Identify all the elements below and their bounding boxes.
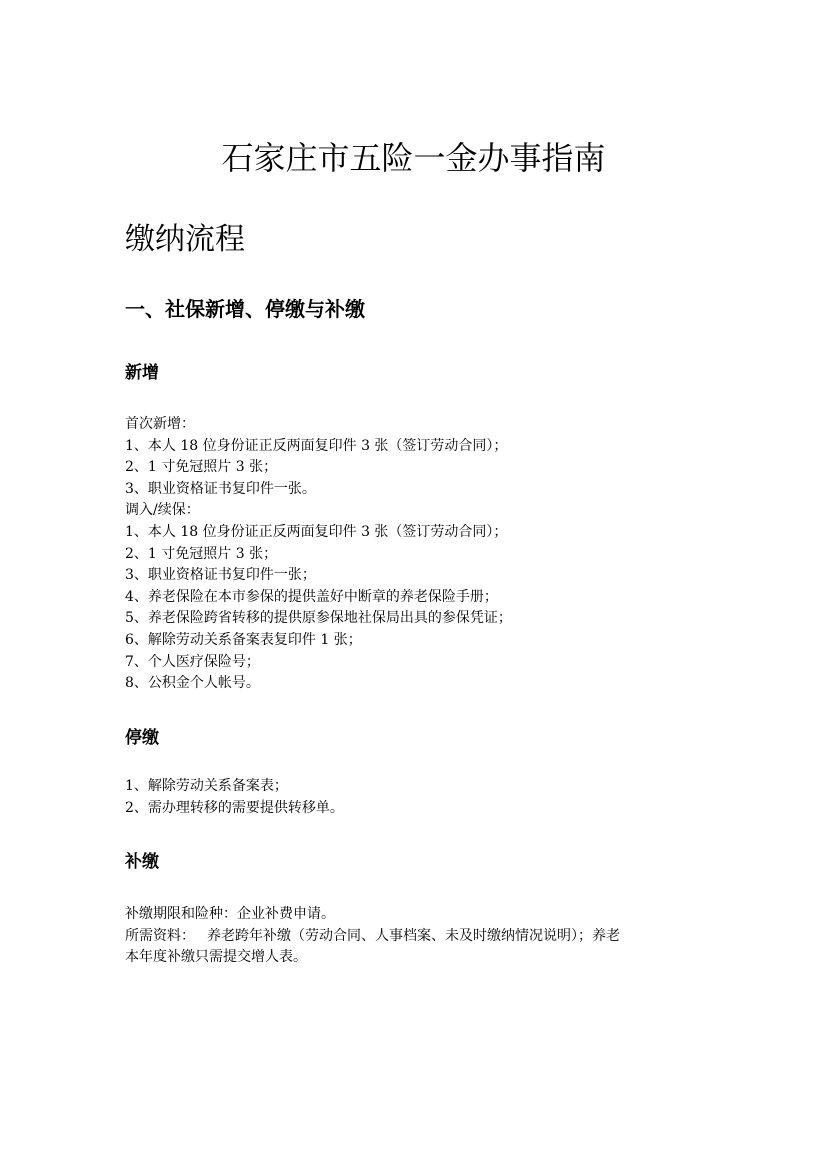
list-item: 6、解除劳动关系备案表复印件 1 张； bbox=[125, 631, 362, 648]
first-add-label: 首次新增： bbox=[125, 416, 195, 432]
subsection-heading: 一、社保新增、停缴与补缴 bbox=[125, 297, 365, 321]
list-item: 1、本人 18 位身份证正反两面复印件 3 张（签订劳动合同）； bbox=[125, 437, 508, 454]
bujiao-heading: 补缴 bbox=[125, 852, 159, 872]
tingjiao-list bbox=[125, 776, 725, 819]
bujiao-line-1: 补缴期限和险种：企业补费申请。 bbox=[125, 906, 335, 922]
bujiao-list bbox=[125, 904, 725, 969]
bujiao-line-3: 本年度补缴只需提交增人表。 bbox=[125, 949, 307, 966]
required-materials-label: 所需资料： bbox=[125, 927, 195, 944]
list-item: 8、公积金个人帐号。 bbox=[125, 675, 260, 692]
bujiao-line-2 bbox=[125, 926, 725, 948]
list-item: 1、本人 18 位身份证正反两面复印件 3 张（签订劳动合同）； bbox=[125, 523, 508, 540]
list-item: 1、解除劳动关系备案表； bbox=[125, 778, 288, 794]
xinzeng-heading: 新增 bbox=[125, 363, 159, 383]
list-item: 2、1 寸免冠照片 3 张； bbox=[125, 545, 278, 562]
list-item: 3、职业资格证书复印件一张； bbox=[125, 567, 316, 584]
list-item: 4、养老保险在本市参保的提供盖好中断章的养老保险手册； bbox=[125, 588, 498, 605]
list-item: 2、1 寸免冠照片 3 张； bbox=[125, 459, 278, 476]
transfer-label: 调入/续保： bbox=[125, 502, 200, 519]
list-item: 7、个人医疗保险号； bbox=[125, 653, 260, 670]
list-item: 3、职业资格证书复印件一张。 bbox=[125, 480, 316, 497]
xinzeng-list bbox=[125, 414, 725, 695]
section-heading: 缴纳流程 bbox=[125, 222, 245, 257]
list-item: 2、需办理转移的需要提供转移单。 bbox=[125, 799, 344, 816]
tingjiao-heading: 停缴 bbox=[125, 728, 159, 748]
list-item: 5、养老保险跨省转移的提供原参保地社保局出具的参保凭证； bbox=[125, 610, 512, 627]
required-materials-text: 养老跨年补缴（劳动合同、人事档案、未及时缴纳情况说明）；养老 bbox=[207, 927, 620, 944]
document-title: 石家庄市五险一金办事指南 bbox=[221, 139, 606, 177]
